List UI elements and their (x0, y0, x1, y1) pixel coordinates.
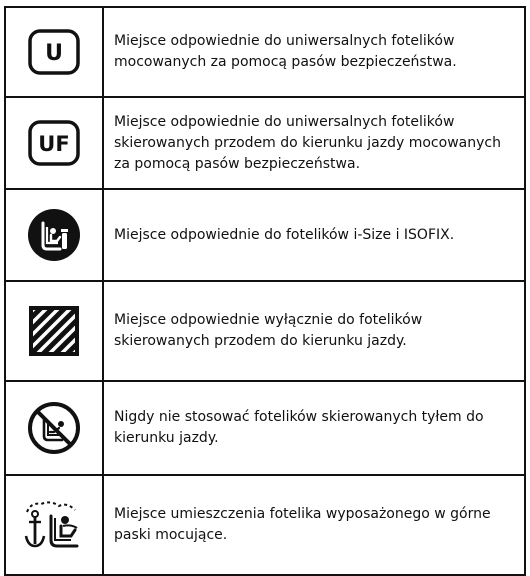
icon-cell (5, 381, 103, 475)
uf-icon-label: UF (38, 132, 70, 156)
legend-row (5, 97, 525, 189)
legend-text: Nigdy nie stosować fotelików skierowanych tyłem do kierunku jazdy. (114, 409, 484, 446)
icon-cell (5, 97, 103, 189)
text-cell (103, 475, 525, 575)
isize-isofix-icon (26, 207, 82, 263)
text-cell (103, 281, 525, 381)
legend-row (5, 381, 525, 475)
no-rear-facing-seat-icon (26, 400, 82, 456)
icon-cell (5, 475, 103, 575)
hatched-square-icon (28, 305, 80, 357)
legend-text: Miejsce odpowiednie wyłącznie do fotelików skierowanych przodem do kierunku jazdy. (114, 312, 423, 349)
legend-text: Miejsce odpowiednie do fotelików i-Size i ISOFIX. (114, 226, 455, 243)
legend-text: Miejsce odpowiednie do uniwersalnych fotelików mocowanych za pomocą pasów bezpieczeństwa. (114, 33, 457, 70)
universal-seat-U-icon (28, 29, 80, 75)
legend-row (5, 7, 525, 97)
u-icon-label: U (45, 41, 63, 66)
legend-text: Miejsce umieszczenia fotelika wyposażonego w górne paski mocujące. (114, 506, 491, 543)
legend-text: Miejsce odpowiednie do uniwersalnych fotelików skierowanych przodem do kierunku jazdy mocowanych za pomocą pasów bezpieczeństwa. (114, 113, 501, 172)
legend-row (5, 281, 525, 381)
universal-forward-UF-icon (28, 120, 80, 166)
text-cell (103, 97, 525, 189)
icon-cell (5, 281, 103, 381)
text-cell (103, 189, 525, 281)
top-tether-anchor-icon (21, 496, 87, 554)
legend-table (4, 6, 526, 576)
legend-row (5, 189, 525, 281)
icon-cell (5, 7, 103, 97)
icon-cell (5, 189, 103, 281)
text-cell (103, 7, 525, 97)
text-cell (103, 381, 525, 475)
legend-row (5, 475, 525, 575)
